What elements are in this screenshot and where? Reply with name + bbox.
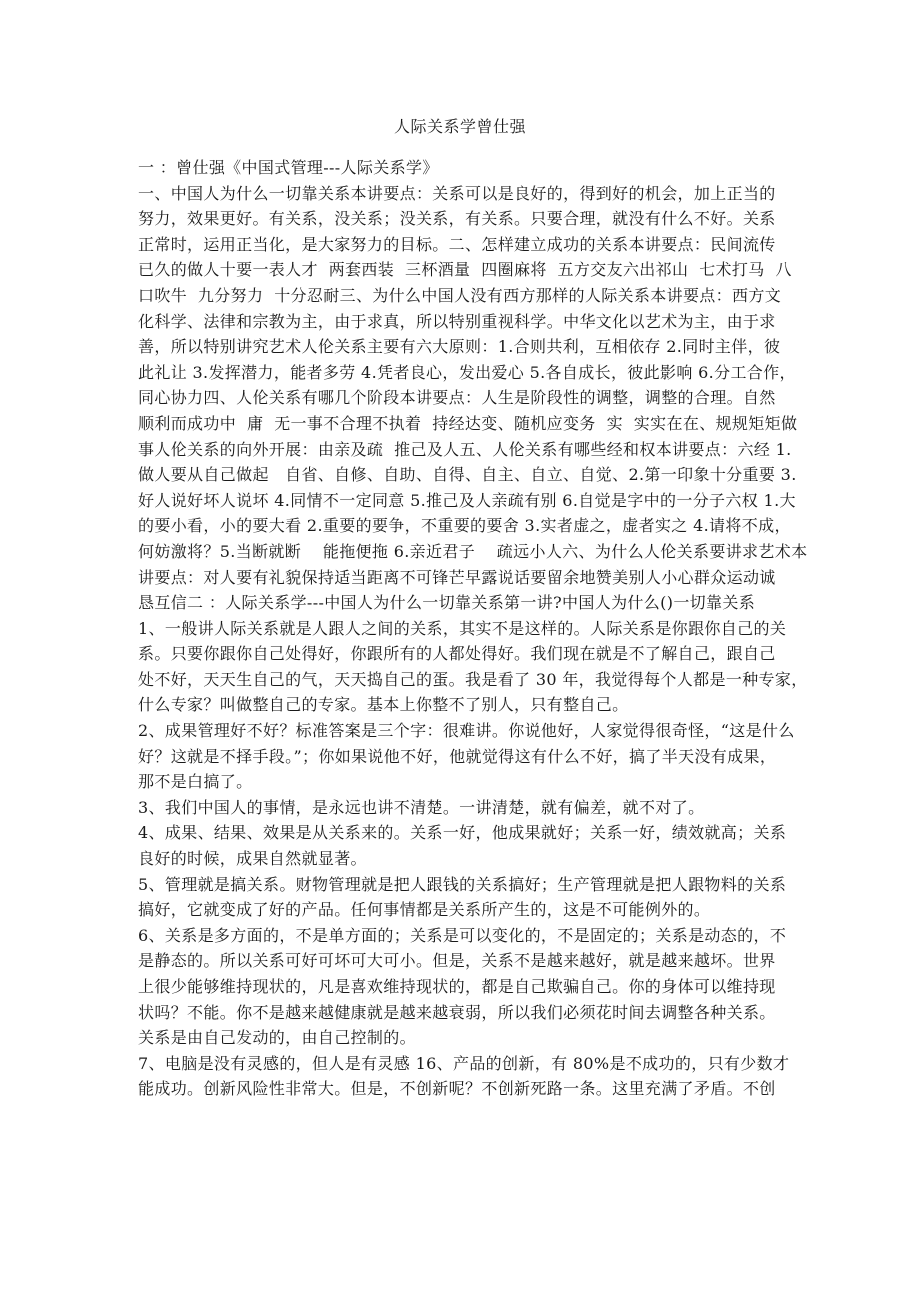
body-line: 做人要从自己做起 自省、自修、自助、自得、自主、自立、自觉、2.第一印象十分重要 3. <box>138 465 797 485</box>
body-line: 什么专家？叫做整自己的专家。基本上你整不了别人，只有整自己。 <box>138 695 629 715</box>
body-line: 恳互信二 ：人际关系学---中国人为什么一切靠关系第一讲?中国人为什么()一切靠关系 <box>138 593 756 613</box>
document-title: 人际关系学曾仕强 <box>393 117 526 136</box>
body-line: 已久的做人十要一表人才 两套西装 三杯酒量 四圈麻将 五方交友六出祁山 七术打马 八 <box>138 260 792 280</box>
body-line: 努力，效果更好。有关系，没关系；没关系，有关系。只要合理，就没有什么不好。关系 <box>138 209 776 229</box>
body-line: 系。只要你跟你自己处得好，你跟所有的人都处得好。我们现在就是不了解自己，跟自己 <box>138 644 776 664</box>
body-line: 状吗？不能。你不是越来越健康就是越来越衰弱，所以我们必须花时间去调整各种关系。 <box>138 1002 776 1022</box>
body-line: 好人说好坏人说坏 4.同情不一定同意 5.推己及人亲疏有别 6.自觉是字中的一分子六权 1.大 <box>138 490 796 510</box>
document-body <box>138 155 808 1102</box>
body-line: 何妨激将？5.当断就断 能拖便拖 6.亲近君子 疏远小人六、为什么人伦关系要讲求艺术本 <box>138 541 808 561</box>
body-line: 此礼让 3.发挥潜力，能者多劳 4.凭者良心，发出爱心 5.各自成长，彼此影响 6.分工合作， <box>138 362 796 382</box>
body-line: 良好的时候，成果自然就显著。 <box>138 849 367 869</box>
body-line: 7、电脑是没有灵感的，但人是有灵感 16、产品的创新，有 80%是不成功的，只有少数才 <box>138 1053 790 1073</box>
body-line: 事人伦关系的向外开展：由亲及疏 推己及人五、人伦关系有哪些经和权本讲要点：六经 1. <box>138 439 792 459</box>
body-line: 处不好，天天生自己的气，天天捣自己的蛋。我是看了 30 年，我觉得每个人都是一种专家， <box>138 669 808 689</box>
body-line: 一、中国人为什么一切靠关系本讲要点：关系可以是良好的，得到好的机会，加上正当的 <box>138 183 776 203</box>
body-line: 那不是白搞了。 <box>138 772 253 792</box>
body-line: 5、管理就是搞关系。财物管理就是把人跟钱的关系搞好；生产管理就是把人跟物料的关系 <box>138 874 787 894</box>
body-line: 6、关系是多方面的，不是单方面的；关系是可以变化的，不是固定的；关系是动态的，不 <box>138 925 787 945</box>
body-line: 2、成果管理好不好？标准答案是三个字：很难讲。你说他好，人家觉得很奇怪，“这是什么 <box>138 721 795 741</box>
body-line: 口吹牛 九分努力 十分忍耐三、为什么中国人没有西方那样的人际关系本讲要点：西方文 <box>138 285 782 305</box>
body-line: 3、我们中国人的事情，是永远也讲不清楚。一讲清楚，就有偏差，就不对了。 <box>138 797 705 817</box>
body-line: 1、一般讲人际关系就是人跟人之间的关系，其实不是这样的。人际关系是你跟你自己的关 <box>138 618 787 638</box>
body-line: 搞好，它就变成了好的产品。任何事情都是关系所产生的，这是不可能例外的。 <box>138 900 711 920</box>
body-line: 同心协力四、人伦关系有哪几个阶段本讲要点：人生是阶段性的调整，调整的合理。自然 <box>138 388 776 408</box>
body-line: 是静态的。所以关系可好可坏可大可小。但是，关系不是越来越好，就是越来越坏。世界 <box>138 951 776 971</box>
body-line: 一 ：曾仕强《中国式管理---人际关系学》 <box>138 158 439 177</box>
body-line: 讲要点：对人要有礼貌保持适当距离不可锋芒早露说话要留余地赞美别人小心群众运动诚 <box>138 567 776 587</box>
body-line: 上很少能够维持现状的，凡是喜欢维持现状的，都是自己欺骗自己。你的身体可以维持现 <box>138 977 776 996</box>
body-line: 4、成果、结果、效果是从关系来的。关系一好，他成果就好；关系一好，绩效就高；关系 <box>138 823 787 843</box>
body-line: 正常时，运用正当化，是大家努力的目标。二、怎样建立成功的关系本讲要点：民间流传 <box>138 234 776 254</box>
body-line: 能成功。创新风险性非常大。但是，不创新呢？不创新死路一条。这里充满了矛盾。不创 <box>138 1079 776 1099</box>
body-line: 善，所以特别讲究艺术人伦关系主要有六大原则：1.合则共利，互相依存 2.同时主伴，彼 <box>138 337 781 357</box>
body-line: 的要小看，小的要大看 2.重要的要争，不重要的要舍 3.实者虚之，虚者实之 4.请将不成， <box>138 516 791 536</box>
body-line: 关系是由自己发动的，由自己控制的。 <box>138 1028 416 1048</box>
body-line: 顺利而成功中 庸 无一事不合理不执着 持经达变、随机应变务 实 实实在在、规规矩矩做 <box>138 413 798 433</box>
body-line: 好？这就是不择手段。”；你如果说他不好，他就觉得这有什么不好，搞了半天没有成果， <box>138 746 777 766</box>
body-line: 化科学、法律和宗教为主，由于求真，所以特别重视科学。中华文化以艺术为主，由于求 <box>138 311 776 331</box>
